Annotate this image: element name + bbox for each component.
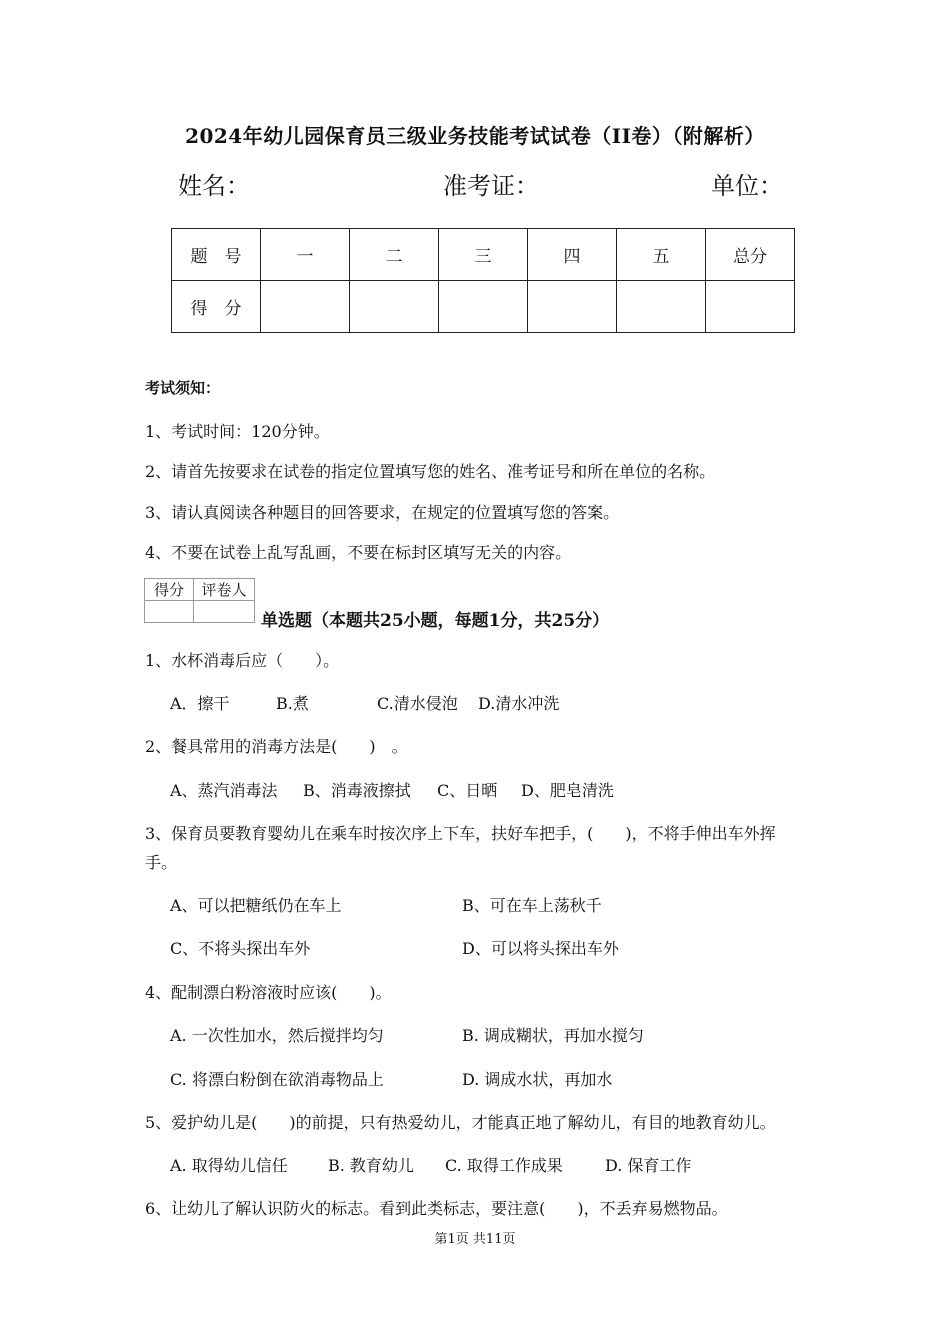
question-stem: 6、让幼儿了解认识防火的标志。看到此类标志，要注意( )，不丢弃易燃物品。	[145, 1199, 728, 1218]
note-item: 3、请认真阅读各种题目的回答要求，在规定的位置填写您的答案。	[145, 503, 620, 522]
option-d: D. 调成水状，再加水	[462, 1070, 613, 1089]
score-cell[interactable]	[528, 281, 617, 333]
option-a: A．擦干	[170, 694, 230, 713]
score-table-score-row	[172, 281, 795, 333]
score-header-1: 一	[261, 229, 350, 281]
exam-id-label: 准考证：	[443, 172, 539, 200]
score-header-total: 总分	[706, 229, 795, 281]
question-stem-cont: 手。	[145, 853, 178, 872]
score-header-3: 三	[439, 229, 528, 281]
option-a: A、可以把糖纸仍在车上	[170, 896, 342, 915]
grader-score-cell[interactable]	[145, 601, 194, 623]
name-label: 姓名：	[178, 172, 250, 200]
grader-score-label: 得分	[145, 579, 194, 601]
option-b: B. 教育幼儿	[328, 1156, 414, 1175]
option-b: B.煮	[276, 694, 309, 713]
grader-reviewer-cell[interactable]	[194, 601, 255, 623]
note-item: 2、请首先按要求在试卷的指定位置填写您的姓名、准考证号和所在单位的名称。	[145, 462, 716, 481]
score-header-2: 二	[350, 229, 439, 281]
question-stem: 1、水杯消毒后应（ ）。	[145, 651, 340, 670]
question-stem: 4、配制漂白粉溶液时应该( )。	[145, 983, 392, 1002]
note-item: 1、考试时间：120分钟。	[145, 422, 330, 441]
page-footer: 第1页 共11页	[434, 1232, 516, 1247]
notes-heading: 考试须知：	[145, 379, 221, 397]
score-row-label: 得 分	[172, 281, 261, 333]
option-c: C. 取得工作成果	[445, 1156, 563, 1175]
grader-table	[144, 578, 255, 623]
page-title: 2024年幼儿园保育员三级业务技能考试试卷（II卷）（附解析）	[185, 124, 765, 148]
option-d: D、可以将头探出车外	[462, 939, 619, 958]
option-d: D. 保育工作	[605, 1156, 692, 1175]
score-table-header-row	[172, 229, 795, 281]
option-c: C.清水侵泡	[377, 694, 458, 713]
score-cell[interactable]	[439, 281, 528, 333]
question-stem: 3、保育员要教育婴幼儿在乘车时按次序上下车，扶好车把手，( )，不将手伸出车外挥	[145, 824, 776, 843]
option-a: A. 取得幼儿信任	[170, 1156, 288, 1175]
unit-label: 单位：	[711, 172, 783, 200]
option-a: A. 一次性加水，然后搅拌均匀	[170, 1026, 384, 1045]
score-header-5: 五	[617, 229, 706, 281]
option-b: B. 调成糊状，再加水搅匀	[462, 1026, 644, 1045]
section-title: 单选题（本题共25小题，每题1分，共25分）	[261, 611, 610, 631]
question-stem: 5、爱护幼儿是( )的前提，只有热爱幼儿，才能真正地了解幼儿，有目的地教育幼儿。	[145, 1113, 776, 1132]
score-header-4: 四	[528, 229, 617, 281]
option-d: D、肥皂清洗	[521, 781, 614, 800]
score-cell[interactable]	[350, 281, 439, 333]
option-a: A、蒸汽消毒法	[170, 781, 278, 800]
note-item: 4、不要在试卷上乱写乱画，不要在标封区填写无关的内容。	[145, 543, 572, 562]
score-cell[interactable]	[261, 281, 350, 333]
score-cell[interactable]	[706, 281, 795, 333]
grader-reviewer-label: 评卷人	[194, 579, 255, 601]
option-b: B、可在车上荡秋千	[462, 896, 602, 915]
score-header-label: 题 号	[172, 229, 261, 281]
option-c: C. 将漂白粉倒在欲消毒物品上	[170, 1070, 384, 1089]
question-stem: 2、餐具常用的消毒方法是( ) 。	[145, 737, 408, 756]
option-c: C、不将头探出车外	[170, 939, 311, 958]
score-cell[interactable]	[617, 281, 706, 333]
option-d: D.清水冲洗	[478, 694, 560, 713]
score-table	[171, 228, 795, 333]
option-c: C、日晒	[437, 781, 498, 800]
option-b: B、消毒液擦拭	[303, 781, 411, 800]
